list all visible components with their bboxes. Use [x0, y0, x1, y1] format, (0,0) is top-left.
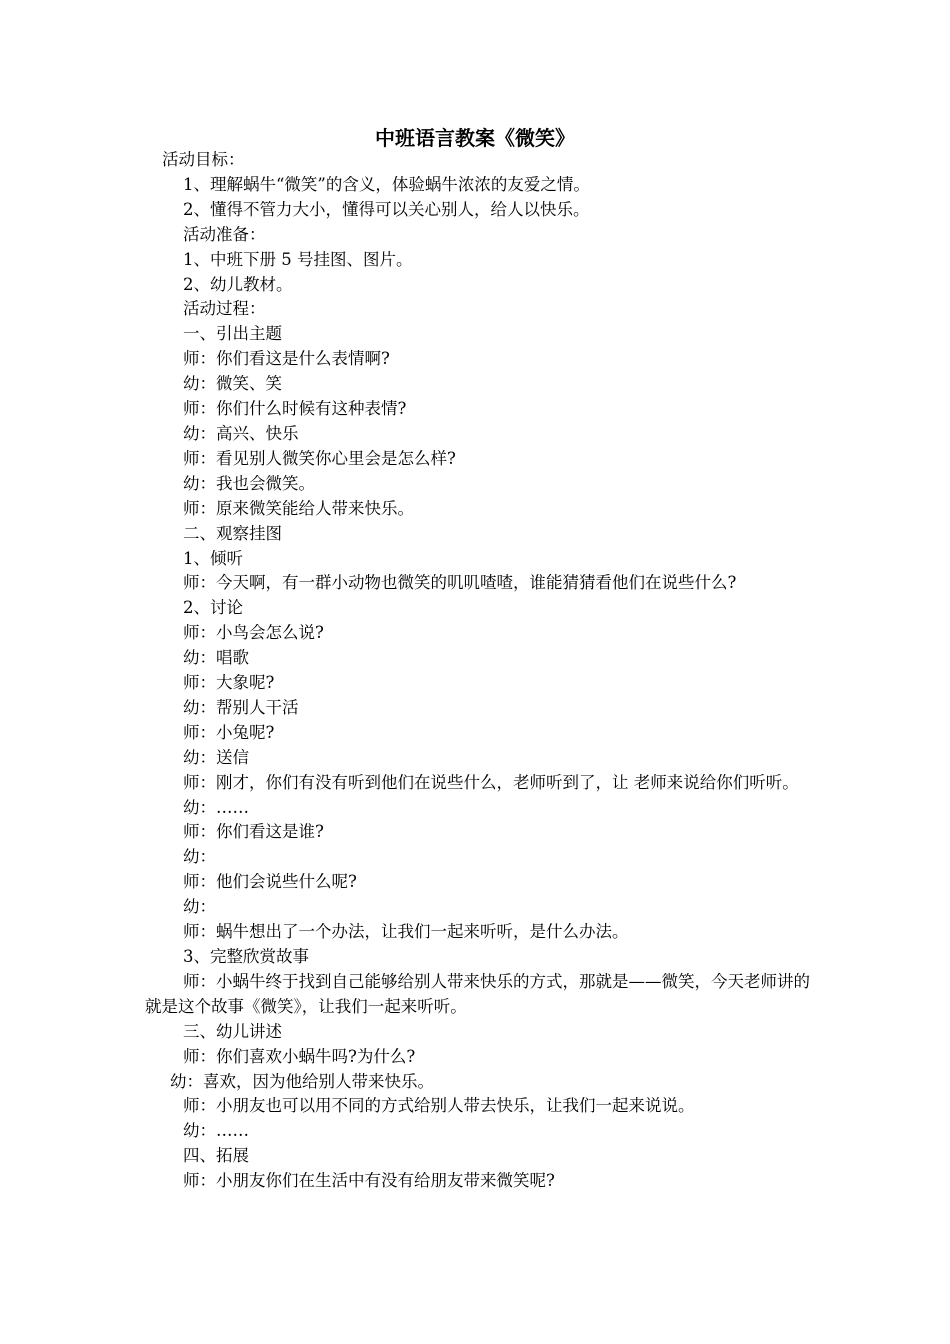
dialogue-line: 幼：喜欢，因为他给别人带来快乐。: [170, 1071, 434, 1091]
step-heading: 三、幼儿讲述: [183, 1021, 282, 1041]
dialogue-line: 幼：送信: [183, 747, 249, 767]
dialogue-line: 师：你们看这是什么表情啊?: [183, 349, 390, 369]
section-heading-goals: 活动目标：: [162, 150, 245, 169]
dialogue-line: 师：他们会说些什么呢?: [183, 872, 357, 892]
dialogue-line: 幼：……: [183, 797, 249, 817]
dialogue-line: 幼：唱歌: [183, 648, 249, 668]
document-title: 中班语言教案《微笑》: [375, 126, 575, 150]
dialogue-line: 师：蜗牛想出了一个办法，让我们一起来听听，是什么办法。: [183, 922, 629, 942]
dialogue-line: 师：小朋友你们在生活中有没有给朋友带来微笑呢?: [183, 1171, 555, 1191]
step-heading: 一、引出主题: [183, 324, 282, 344]
dialogue-line: 幼：微笑、笑: [183, 374, 282, 394]
dialogue-line: 幼：高兴、快乐: [183, 423, 299, 443]
dialogue-paragraph: 师：刚才，你们有没有听到他们在说些什么，老师听到了，让 老师来说给你们听听。: [183, 772, 799, 792]
document-body: [145, 148, 811, 1194]
dialogue-line: 师：看见别人微笑你心里会是怎么样?: [183, 448, 456, 468]
dialogue-line: 幼：我也会微笑。: [183, 473, 315, 493]
dialogue-line: 师：小鸟会怎么说?: [183, 623, 324, 643]
dialogue-line: 师：你们喜欢小蜗牛吗?为什么?: [183, 1046, 416, 1066]
dialogue-line: 师：你们看这是谁?: [183, 822, 324, 842]
dialogue-line: 师：小朋友也可以用不同的方式给别人带去快乐，让我们一起来说说。: [183, 1096, 695, 1116]
preparation-item: 1、中班下册 5 号挂图、图片。: [183, 249, 413, 269]
dialogue-line: 幼：帮别人干活: [183, 697, 299, 717]
section-heading-process: 活动过程：: [183, 299, 266, 319]
step-heading: 四、拓展: [183, 1146, 249, 1166]
goal-item: 1、理解蜗牛“微笑”的含义，体验蜗牛浓浓的友爱之情。: [183, 174, 590, 194]
dialogue-paragraph: 师：小蜗牛终于找到自己能够给别人带来快乐的方式，那就是——微笑，今天老师讲的就是这个故事《微笑》，让我们一起来听听。: [145, 971, 810, 1016]
dialogue-line: 幼：……: [183, 1121, 249, 1141]
dialogue-line: 师：原来微笑能给人带来快乐。: [183, 498, 414, 518]
dialogue-line: 师：你们什么时候有这种表情?: [183, 399, 407, 419]
sub-step-heading: 3、完整欣赏故事: [183, 947, 309, 966]
dialogue-line: 师：今天啊，有一群小动物也微笑的叽叽喳喳，谁能猜猜看他们在说些什么?: [183, 573, 737, 593]
dialogue-line: 师：小兔呢?: [183, 722, 275, 742]
dialogue-line: 幼：: [183, 897, 216, 917]
dialogue-line: 幼：: [183, 847, 216, 867]
sub-step-heading: 2、讨论: [183, 598, 243, 618]
section-heading-preparation: 活动准备：: [183, 224, 266, 244]
goal-item: 2、懂得不管力大小，懂得可以关心别人，给人以快乐。: [183, 199, 590, 219]
step-heading: 二、观察挂图: [183, 523, 282, 543]
preparation-item: 2、幼儿教材。: [183, 274, 293, 294]
dialogue-line: 师：大象呢?: [183, 673, 275, 693]
sub-step-heading: 1、倾听: [183, 548, 243, 568]
